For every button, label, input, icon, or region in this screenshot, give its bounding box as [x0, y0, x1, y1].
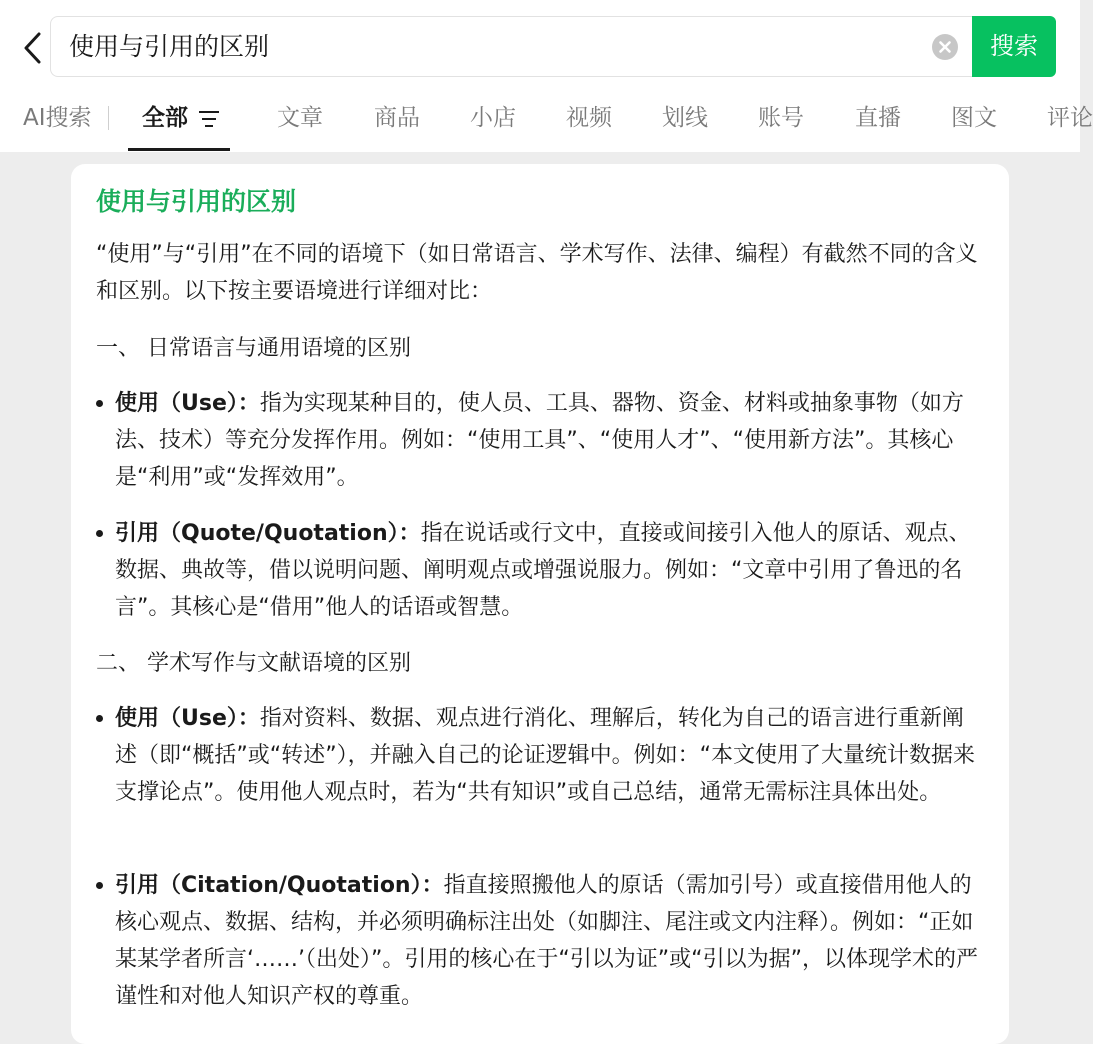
search-query-text: 使用与引用的区别: [69, 32, 270, 61]
bullet-item: [96, 700, 986, 811]
tab-videos[interactable]: 视频: [566, 105, 612, 131]
bullet-term: 引用（Quote/Quotation）：: [115, 521, 421, 546]
bullet-dot: [96, 530, 103, 537]
bullet-dot: [96, 400, 103, 407]
bullet-text: 指直接照搬他人的原话（需加引号）或直接借用他人的核心观点、数据、结构，并必须明确标注出处（如脚注、尾注或文内注释）。例如：“正如某某学者所言‘……’（出处）”。引用的核心在于“引以为证”或“引以为据”，以体现学术的严谨性和对他人知识产权的尊重。: [115, 873, 978, 1009]
bullet-item: [96, 515, 986, 626]
search-button[interactable]: 搜索: [972, 16, 1056, 77]
tab-all[interactable]: 全部: [142, 105, 188, 131]
bullet-item: [96, 385, 986, 496]
tab-highlights[interactable]: 划线: [662, 105, 708, 131]
tab-live[interactable]: 直播: [855, 105, 901, 131]
active-tab-indicator: [128, 148, 230, 151]
bullet-term: 使用（Use）：: [115, 706, 260, 731]
bullet-dot: [96, 715, 103, 722]
tab-products[interactable]: 商品: [374, 105, 420, 131]
filter-icon[interactable]: [198, 110, 220, 128]
chevron-left-icon: [21, 31, 43, 65]
section-heading: 二、 学术写作与文献语境的区别: [96, 651, 411, 676]
tab-articles[interactable]: 文章: [277, 105, 323, 131]
bullet-term: 使用（Use）：: [115, 391, 260, 416]
bullet-text: 指为实现某种目的，使人员、工具、器物、资金、材料或抽象事物（如方法、技术）等充分发挥作用。例如：“使用工具”、“使用人才”、“使用新方法”。其核心是“利用”或“发挥效用”。: [115, 391, 964, 490]
ai-answer-card: [71, 164, 1009, 1044]
tab-accounts[interactable]: 账号: [758, 105, 804, 131]
tab-bar: [0, 96, 1093, 152]
search-input[interactable]: [50, 16, 972, 77]
back-button[interactable]: [14, 28, 50, 68]
tab-image-text[interactable]: 图文: [951, 105, 997, 131]
bullet-text: 指在说话或行文中，直接或间接引入他人的原话、观点、数据、典故等，借以说明问题、阐明观点或增强说服力。例如：“文章中引用了鲁迅的名言”。其核心是“借用”他人的话语或智慧。: [115, 521, 971, 620]
bullet-dot: [96, 882, 103, 889]
tab-ai-search[interactable]: AI搜索: [23, 105, 92, 131]
top-bar: [0, 0, 1093, 152]
section-heading: 一、 日常语言与通用语境的区别: [96, 336, 411, 361]
bullet-item: [96, 867, 986, 1015]
tab-comments[interactable]: 评论: [1047, 105, 1093, 131]
bullet-text: 指对资料、数据、观点进行消化、理解后，转化为自己的语言进行重新阐述（即“概括”或“转述”），并融入自己的论证逻辑中。例如：“本文使用了大量统计数据来支撑论点”。使用他人观点时，若为“共有知识”或自己总结，通常无需标注具体出处。: [115, 706, 975, 805]
bullet-term: 引用（Citation/Quotation）：: [115, 873, 444, 898]
answer-title: 使用与引用的区别: [96, 187, 297, 216]
close-icon: [932, 34, 958, 60]
answer-intro: “使用”与“引用”在不同的语境下（如日常语言、学术写作、法律、编程）有截然不同的含义和区别。以下按主要语境进行详细对比：: [96, 242, 978, 304]
tab-divider: [108, 106, 109, 130]
tab-shops[interactable]: 小店: [470, 105, 516, 131]
clear-search-button[interactable]: [932, 34, 958, 60]
